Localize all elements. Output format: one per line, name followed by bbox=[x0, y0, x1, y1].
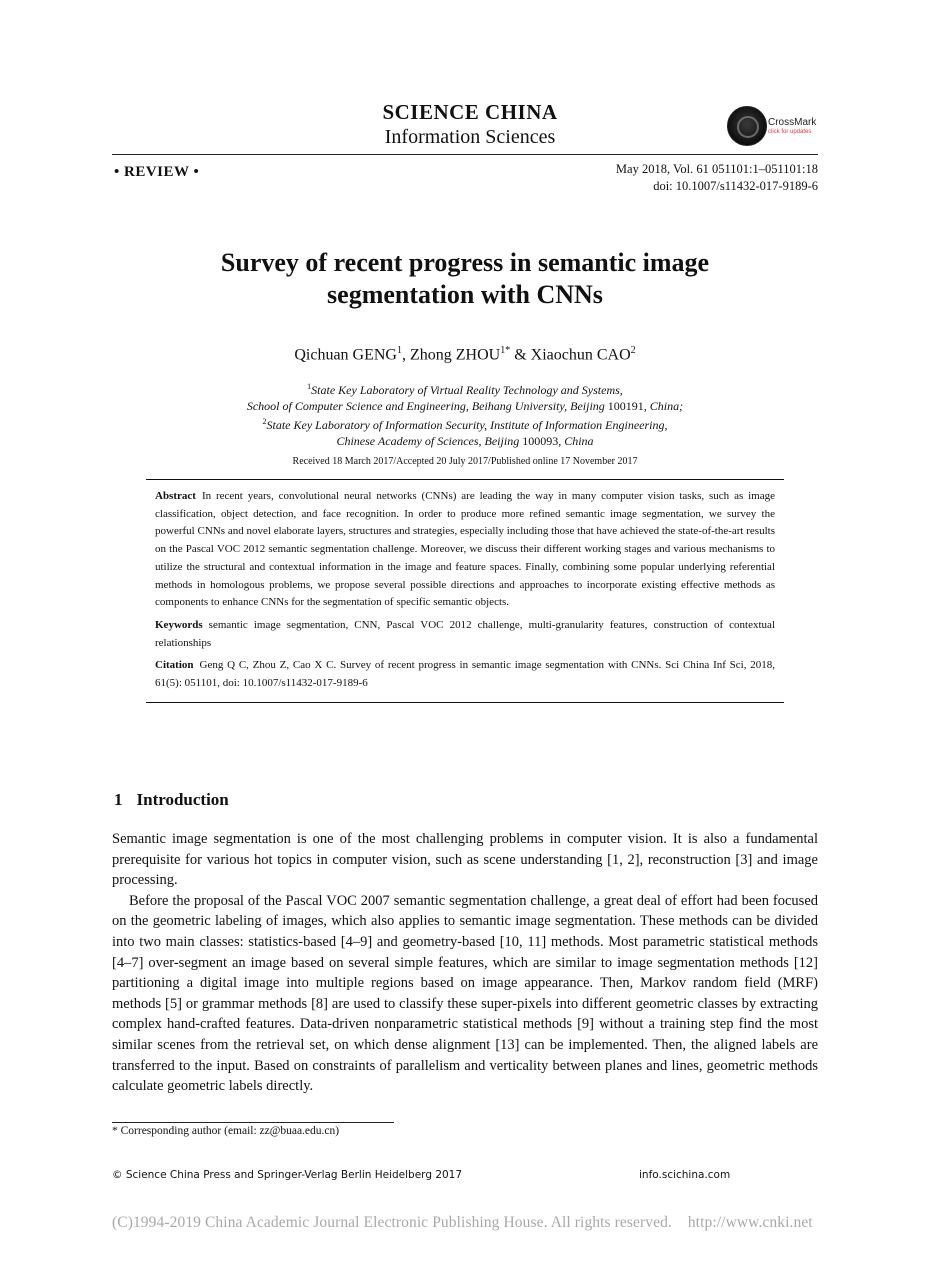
author-affil-mark: 1 bbox=[396, 345, 402, 356]
header-rule bbox=[112, 154, 818, 155]
citation-label: Citation bbox=[155, 659, 194, 672]
abstract-label: Abstract bbox=[155, 490, 196, 502]
journal-subtitle: Information Sciences bbox=[384, 126, 556, 148]
copyright-notice: © Science China Press and Springer-Verlag Berlin Heidelberg 2017 bbox=[112, 1169, 463, 1181]
publication-doi: doi: 10.1007/s11432-017-9189-6 bbox=[653, 179, 818, 193]
paper-title-line1: Survey of recent progress in semantic image bbox=[220, 248, 710, 277]
author-separator: & bbox=[510, 346, 531, 364]
cnki-watermark: (C)1994-2019 China Academic Journal Electronic Publishing House. All rights reserved. http://www.cnki.net bbox=[112, 1214, 813, 1231]
section-heading bbox=[114, 790, 229, 810]
keywords-text: semantic image segmentation, CNN, Pascal VOC 2012 challenge, multi-granularity features, construction of contextual relationships bbox=[155, 618, 775, 649]
affiliation-line: $^1$State Key Laboratory of Virtual Reality Technology and Systems, bbox=[307, 382, 623, 397]
paper-title-line2: segmentation with CNNs bbox=[327, 280, 603, 309]
author-name: Qichuan GENG bbox=[294, 346, 397, 364]
crossmark-label: CrossMark bbox=[768, 117, 817, 128]
keywords bbox=[155, 617, 775, 652]
affiliations bbox=[0, 379, 925, 449]
abstract-text: In recent years, convolutional neural networks (CNNs) are leading the way in many computer vision tasks, such as image classification, object detection, and face recognition. In order to produce more refined semantic image segmentation, we survey the powerful CNNs and novel elaborate layers, structures and strategies, especially including those that have achieved the state-of-the-art results on the Pascal VOC 2012 semantic segmentation challenge. Moreover, we discuss their different working stages and various mechanisms to utilize the structural and contextual information in the image and feature spaces. Finally, combining some popular underlying referential methods in homologous problems, we propose several possible directions and approaches to incorporate existing effective methods as components to enhance CNNs for the segmentation of specific semantic objects. bbox=[155, 490, 775, 609]
citation-text: Geng Q C, Zhou Z, Cao X C. Survey of recent progress in semantic image segmentation with CNNs. Sci China Inf Sci, 2018, 61(5): 051101, doi: 10.1007/s11432-017-9189-6 bbox=[155, 659, 775, 690]
article-type-tag: • REVIEW • bbox=[114, 164, 200, 180]
body-text bbox=[112, 829, 818, 1097]
citation bbox=[155, 657, 775, 692]
crossmark-sub: click for updates bbox=[768, 129, 812, 135]
footnote: * Corresponding author (email: zz@buaa.edu.cn) bbox=[112, 1125, 340, 1137]
abstract bbox=[155, 488, 775, 612]
received-dates: Received 18 March 2017/Accepted 20 July 2017/Published online 17 November 2017 bbox=[292, 456, 638, 467]
journal-name: SCIENCE CHINA bbox=[382, 100, 558, 124]
crossmark-icon bbox=[727, 106, 767, 146]
section-title: Introduction bbox=[136, 790, 229, 809]
author-affil-mark: 1* bbox=[500, 345, 511, 356]
author-affil-mark: 2 bbox=[630, 345, 636, 356]
publication-info bbox=[616, 161, 818, 195]
paper-title bbox=[0, 247, 925, 311]
paragraph: Before the proposal of the Pascal VOC 2007 semantic segmentation challenge, a great deal of effort had been focused on the geometric labeling of images, which also applies to semantic image segmentation. These methods can be divided into two main classes: statistics-based [4–9] and geometry-based [10, 11] methods. Most parametric statistical methods [4–7] over-segment an image based on several simple features, which are similar to image segmentation methods [12] partitioning a digital image into multiple regions based on image appearance. Then, Markov random field (MRF) methods [5] or grammar methods [8] are used to classify these super-pixels into different geometric classes by extracting complex hand-crafted features. Data-driven nonparametric statistical methods [9] without a training step find the most similar scenes from the retrieval set, on which dense alignment [13] can be implemented. Then, the aligned labels are transferred to the input. Based on constraints of parallelism and verticality between planes and lines, geometric methods calculate geometric labels directly. bbox=[112, 892, 818, 1095]
affiliation-line: School of Computer Science and Engineering, Beihang University, Beijing 100191, China; bbox=[246, 398, 684, 413]
section-number: 1 bbox=[114, 790, 123, 809]
site-link[interactable]: info.scichina.com bbox=[639, 1169, 731, 1181]
affiliation-line: $^2$State Key Laboratory of Information Security, Institute of Information Engineering, bbox=[262, 417, 668, 432]
publication-volume: May 2018, Vol. 61 051101:1–051101:18 bbox=[615, 162, 818, 176]
author-name: Zhong ZHOU bbox=[409, 346, 501, 364]
author-name: Xiaochun CAO bbox=[530, 346, 631, 364]
author-separator: , bbox=[401, 346, 410, 364]
author-list bbox=[0, 345, 925, 364]
footnote-rule bbox=[112, 1122, 394, 1123]
paragraph: Semantic image segmentation is one of the most challenging problems in computer vision. It is also a fundamental prerequisite for various hot topics in computer vision, such as scene understanding [1, 2], reconstruction [3] and image processing. bbox=[112, 831, 818, 889]
abstract-box bbox=[146, 479, 784, 703]
keywords-label: Keywords bbox=[155, 618, 203, 631]
affiliation-line: Chinese Academy of Sciences, Beijing 100093, China bbox=[336, 433, 594, 448]
crossmark-badge[interactable] bbox=[727, 106, 827, 146]
